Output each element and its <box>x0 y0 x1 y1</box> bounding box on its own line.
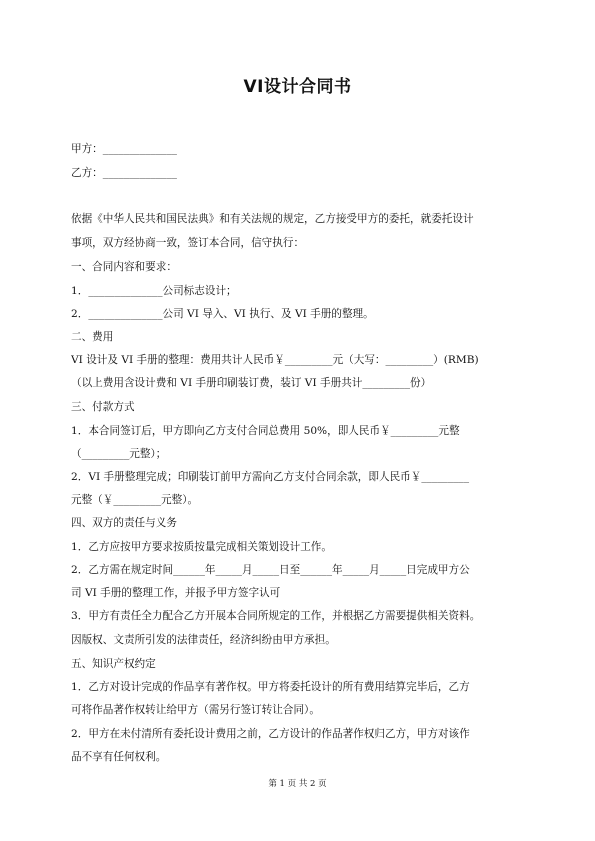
document-title: VI设计合同书 <box>243 77 352 97</box>
section-2-line-2: （以上费用含设计费和 VI 手册印刷装订费，装订 VI 手册共计_________份） <box>71 377 432 389</box>
section-4-item-3-line-2: 因版权、文责所引发的法律责任，经济纠纷由甲方承担。 <box>71 634 336 646</box>
section-4-item-1: 1．乙方应按甲方要求按质按量完成相关策划设计工作。 <box>71 541 332 553</box>
section-4-item-2-line-1: 2．乙方需在规定时间______年_____月_____日至______年_____月_____日完成甲方公 <box>71 564 470 576</box>
section-5-item-1-line-1: 1．乙方对设计完成的作品享有著作权。甲方将委托设计的所有费用结算完毕后，乙方 <box>71 681 470 693</box>
party-b-line: 乙方：______________ <box>71 167 177 179</box>
intro-line-1: 依据《中华人民共和国民法典》和有关法规的规定，乙方接受甲方的委托，就委托设计 <box>71 213 474 225</box>
section-1-heading: 一、合同内容和要求： <box>71 261 177 273</box>
section-2-line-1: VI 设计及 VI 手册的整理：费用共计人民币￥_________元（大写：_________）(RMB) <box>71 354 479 366</box>
section-1-item-1: 1．______________公司标志设计； <box>71 285 237 297</box>
section-1-item-2: 2．______________公司 VI 导入、VI 执行、及 VI 手册的整理。 <box>71 308 374 320</box>
section-5-heading: 五、知识产权约定 <box>71 658 156 670</box>
intro-line-2: 事项，双方经协商一致，签订本合同，信守执行： <box>71 237 305 249</box>
section-3-item-1-line-1: 1．本合同签订后，甲方即向乙方支付合同总费用 50%，即人民币￥_________元整 <box>71 425 460 437</box>
section-5-item-1-line-2: 可将作品著作权转让给甲方（需另行签订转让合同）。 <box>71 704 320 716</box>
section-3-heading: 三、付款方式 <box>71 401 135 413</box>
page-number-footer: 第 1 页 共 2 页 <box>268 779 327 789</box>
section-4-heading: 四、双方的责任与义务 <box>71 517 177 529</box>
section-2-heading: 二、费用 <box>71 331 114 343</box>
section-4-item-3-line-1: 3．甲方有责任全力配合乙方开展本合同所规定的工作，并根据乙方需要提供相关资料。 <box>71 610 481 622</box>
party-a-line: 甲方：______________ <box>71 143 177 155</box>
section-3-item-2-line-1: 2．VI 手册整理完成；印刷装订前甲方需向乙方支付合同余款，即人民币￥_________ <box>71 471 470 483</box>
section-3-item-1-line-2: （_________元整）； <box>71 448 167 460</box>
section-4-item-2-line-2: 司 VI 手册的整理工作，并报予甲方签字认可 <box>71 587 281 599</box>
section-3-item-2-line-2: 元整（￥_________元整）。 <box>71 494 199 506</box>
section-5-item-2-line-1: 2．甲方在未付清所有委托设计费用之前，乙方设计的作品著作权归乙方，甲方对该作 <box>71 728 470 740</box>
section-5-item-2-line-2: 品不享有任何权利。 <box>71 751 167 763</box>
